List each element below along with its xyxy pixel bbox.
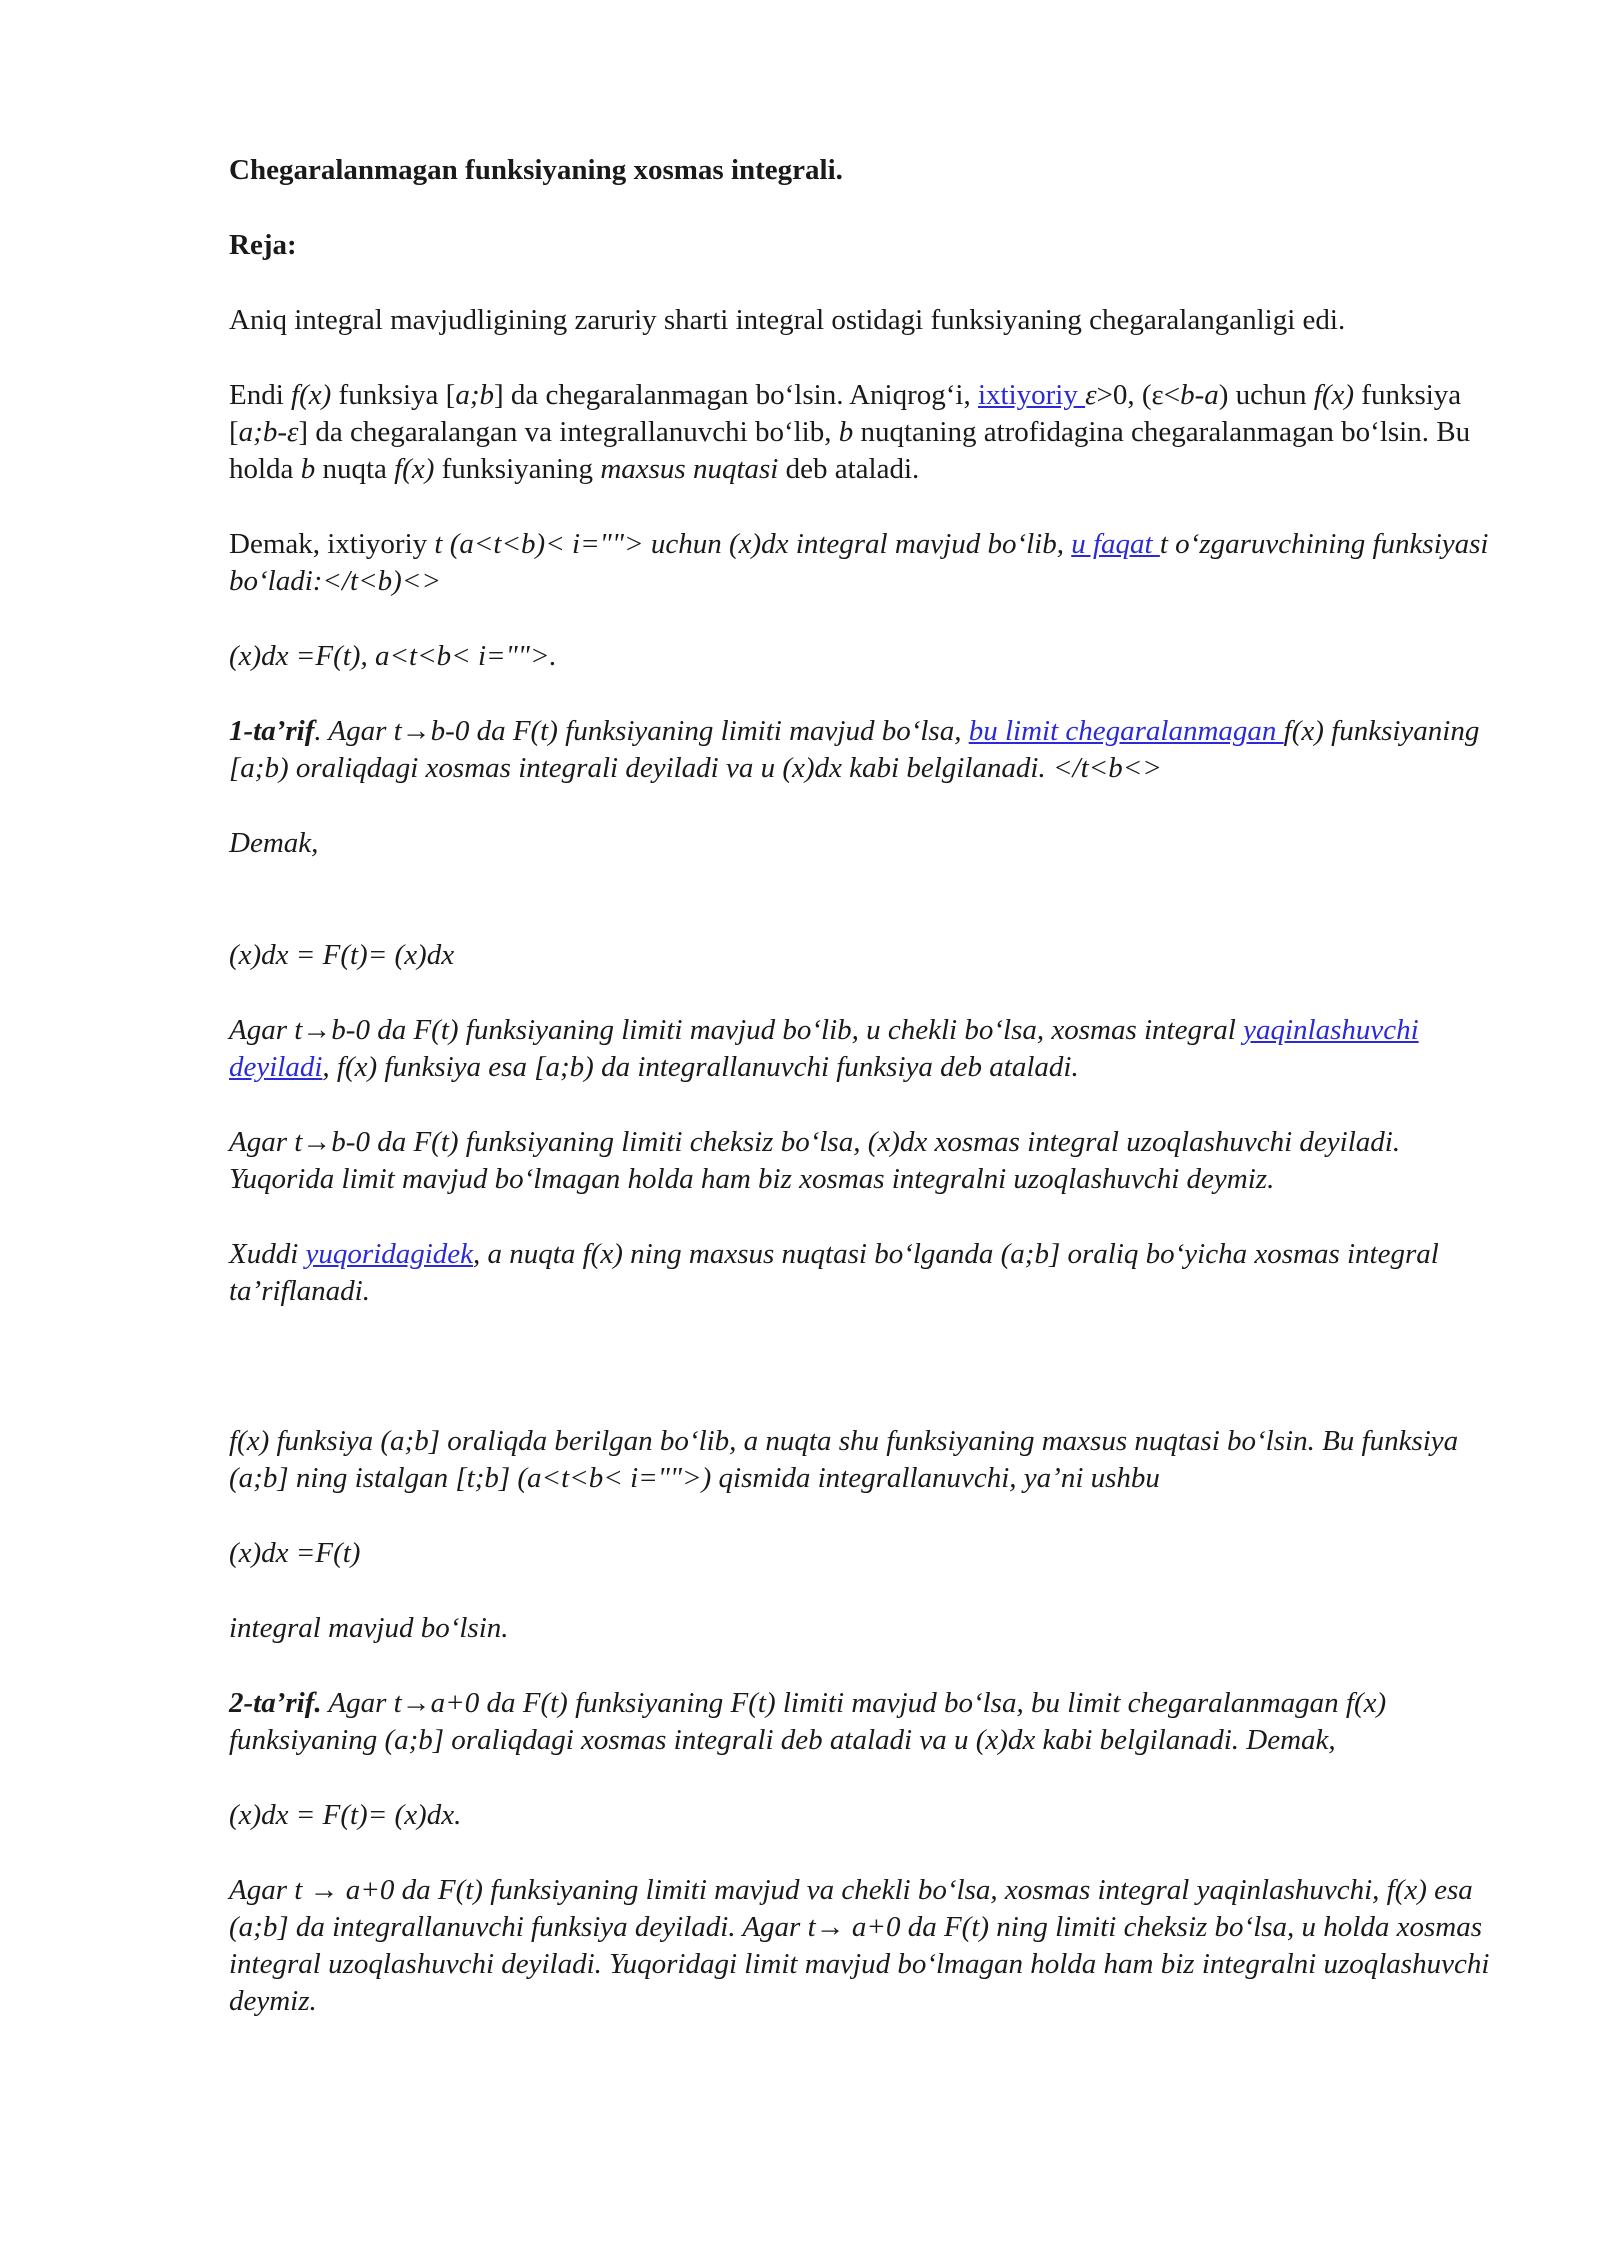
document-title: Chegaralanmagan funksiyaning xosmas integrali. bbox=[229, 154, 843, 186]
paragraph-final: Agar t → a+0 da F(t) funksiyaning limiti mavjud va chekli bo‘lsa, xosmas integral yaqinlashuvchi, f(x) esa (a;b] da integrallanuvchi funksiya deyiladi. Agar t→ a+0 da F(t) ning limiti cheksiz bo‘lsa, u holda xosmas integral uzoqlashuvchi deyiladi. Yuqoridagi limit mavjud bo‘lmagan holda ham biz integralni uzoqlashuvchi deymiz. bbox=[229, 1874, 1490, 2017]
definition-1-label: 1-ta’rif bbox=[229, 715, 315, 747]
formula-3: (x)dx =F(t) bbox=[229, 1537, 361, 1569]
plan-heading: Reja: bbox=[229, 229, 297, 261]
link-ixtiyoriy[interactable]: ixtiyoriy bbox=[977, 379, 1086, 411]
paragraph-3: Demak, ixtiyoriy t (a<t<b)< i=""> uchun (x)dx integral mavjud bo‘lib, u faqat t o‘zgaruvchining funksiyasi bo‘ladi:</t<b)<> bbox=[229, 528, 1489, 597]
formula-4: (x)dx = F(t)= (x)dx. bbox=[229, 1799, 462, 1831]
link-yaqinlashuvchi-deyiladi[interactable]: yaqinlashuvchi deyiladi bbox=[229, 1014, 1419, 1083]
definition-1: 1-ta’rif. Agar t→b-0 da F(t) funksiyaning limiti mavjud bo‘lsa, bu limit chegaralanmagan f(x) funksiyaning [a;b) oraliqdagi xosmas integrali deyiladi va u (x)dx kabi belgilanadi. </t<b<> bbox=[229, 715, 1480, 784]
link-u-faqat[interactable]: u faqat bbox=[1071, 528, 1160, 560]
definition-2: 2-ta’rif. Agar t→a+0 da F(t) funksiyaning F(t) limiti mavjud bo‘lsa, bu limit chegaralanmagan f(x) funksiyaning (a;b] oraliqdagi xosmas integrali deb ataladi va u (x)dx kabi belgilanadi. Demak, bbox=[229, 1687, 1387, 1756]
document-body bbox=[229, 152, 1494, 2020]
formula-1: (x)dx =F(t), a<t<b< i="">. bbox=[229, 640, 557, 672]
paragraph-divergent: Agar t→b-0 da F(t) funksiyaning limiti cheksiz bo‘lsa, (x)dx xosmas integral uzoqlashuvchi deyiladi. Yuqorida limit mavjud bo‘lmagan holda ham biz xosmas integralni uzoqlashuvchi deymiz. bbox=[229, 1126, 1401, 1195]
paragraph-2: Endi f(x) funksiya [a;b] da chegaralanmagan bo‘lsin. Aniqrog‘i, ixtiyoriy ε>0, (ε<b-a) uchun f(x) funksiya [a;b-ε] da chegaralangan va integrallanuvchi bo‘lib, b nuqtaning atrofidagina chegaralanmagan bo‘lsin. Bu holda b nuqta f(x) funksiyaning maxsus nuqtasi deb ataladi. bbox=[229, 379, 1471, 485]
formula-2: (x)dx = F(t)= (x)dx bbox=[229, 939, 455, 971]
paragraph-1: Aniq integral mavjudligining zaruriy sharti integral ostidagi funksiyaning chegaralanganligi edi. bbox=[229, 304, 1346, 336]
link-yuqoridagidek[interactable]: yuqoridagidek bbox=[305, 1238, 474, 1270]
paragraph-demak-1: Demak, bbox=[229, 827, 319, 859]
link-bu-limit-chegaralanmagan[interactable]: bu limit chegaralanmagan bbox=[968, 715, 1284, 747]
paragraph-xuddi: Xuddi yuqoridagidek, a nuqta f(x) ning maxsus nuqtasi bo‘lganda (a;b] oraliq bo‘yicha xosmas integral ta’riflanadi. bbox=[229, 1238, 1439, 1307]
paragraph-convergent: Agar t→b-0 da F(t) funksiyaning limiti mavjud bo‘lib, u chekli bo‘lsa, xosmas integral yaqinlashuvchi deyiladi, f(x) funksiya esa [a;b) da integrallanuvchi funksiya deb ataladi. bbox=[229, 1014, 1419, 1083]
paragraph-integral-exists: integral mavjud bo‘lsin. bbox=[229, 1612, 509, 1644]
paragraph-interval: f(x) funksiya (a;b] oraliqda berilgan bo‘lib, a nuqta shu funksiyaning maxsus nuqtasi bo‘lsin. Bu funksiya (a;b] ning istalgan [t;b] (a<t<b< i="">) qismida integrallanuvchi, ya’ni ushbu bbox=[229, 1425, 1459, 1494]
definition-2-label: 2-ta’rif. bbox=[229, 1687, 322, 1719]
